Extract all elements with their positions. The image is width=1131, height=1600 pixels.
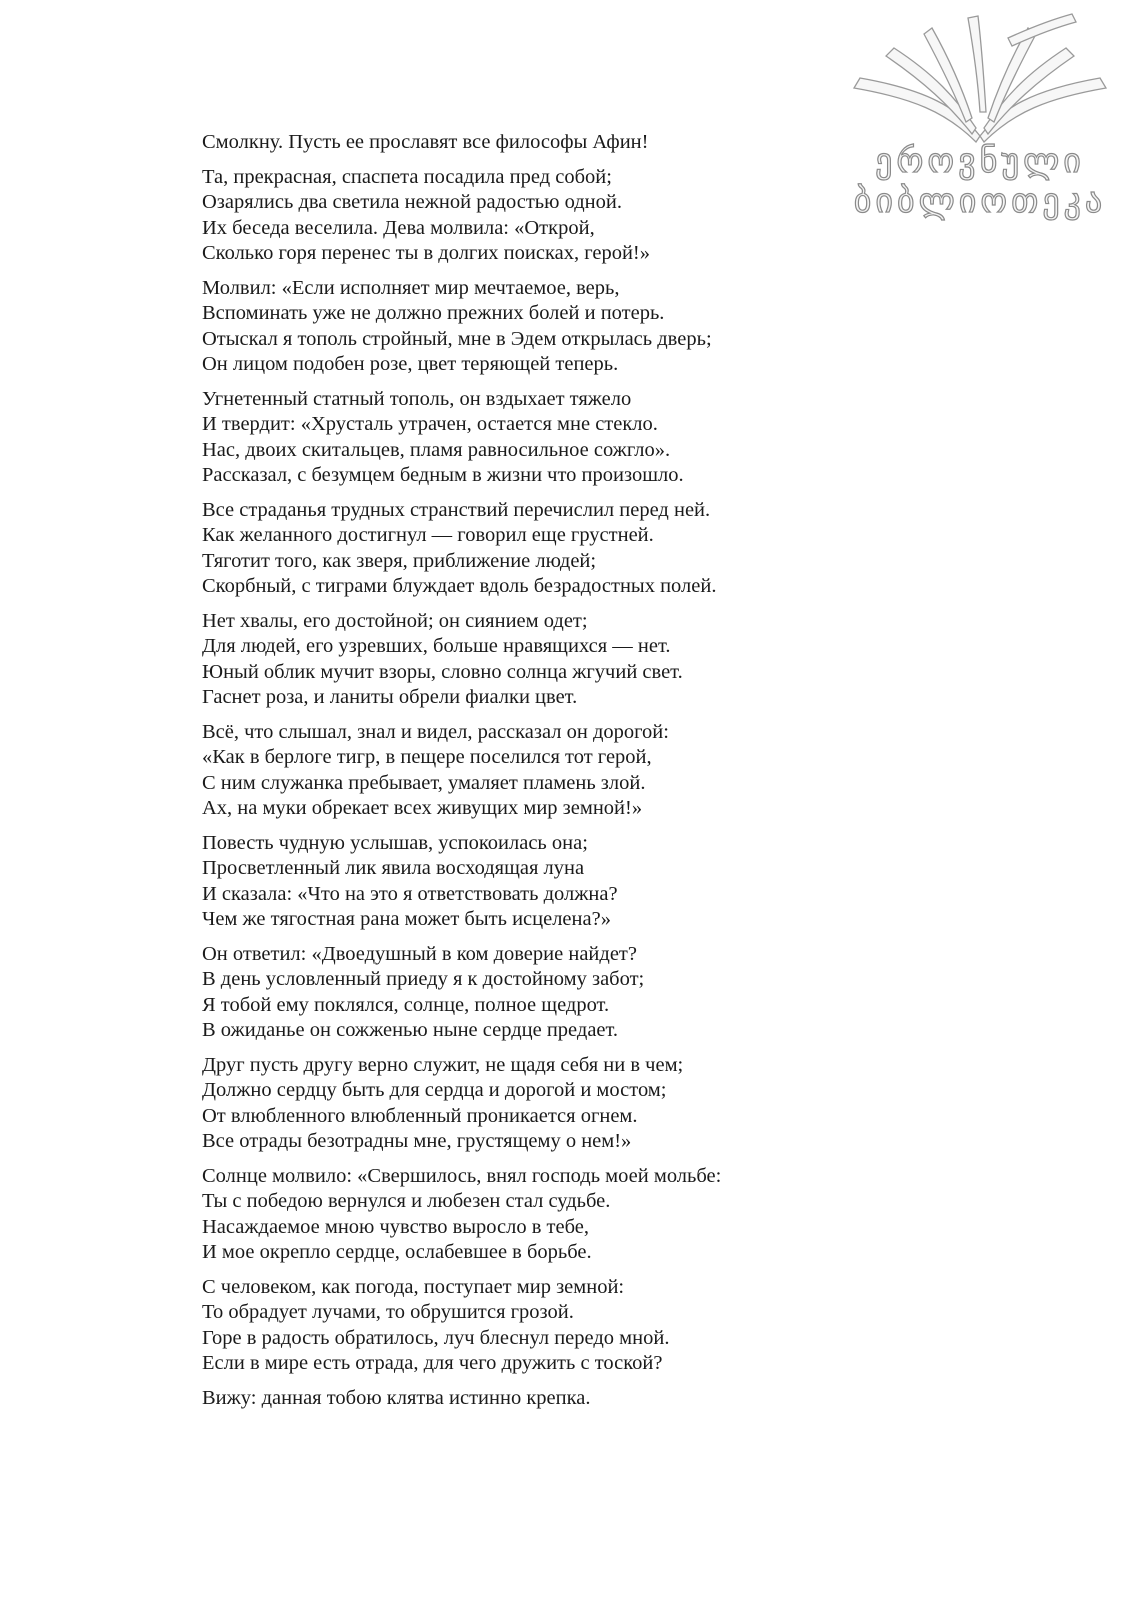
verse-line: Озарялись два светила нежной радостью одной. [202, 191, 622, 213]
verse-line: Гаснет роза, и ланиты обрели фиалки цвет. [202, 686, 578, 708]
book-rays-icon [840, 8, 1120, 143]
stanza [202, 165, 862, 267]
verse-line: Он ответил: «Двоедушный в ком доверие найдет? [202, 942, 637, 965]
verse-line: То обрадует лучами, то обрушится грозой. [202, 1301, 574, 1323]
verse-line: Как желанного достигнул — говорил еще грустней. [202, 524, 654, 546]
verse-line: Ты с победою вернулся и любезен стал судьбе. [202, 1190, 611, 1212]
verse-line: Должно сердцу быть для сердца и дорогой и мостом; [202, 1079, 667, 1101]
logo-text-line1: ეროვნული [875, 141, 1085, 181]
verse-line: Все отрады безотрадны мне, грустящему о нем!» [202, 1130, 632, 1152]
stanza [202, 130, 862, 156]
verse-line: Вспоминать уже не должно прежних болей и потерь. [202, 302, 665, 324]
verse-line: Их беседа веселила. Дева молвила: «Открой, [202, 216, 595, 239]
verse-line: Горе в радость обратилось, луч блеснул передо мной. [202, 1326, 670, 1349]
stanza [202, 1275, 862, 1377]
verse-line: Всё, что слышал, знал и видел, рассказал он дорогой: [202, 720, 669, 743]
verse-line: Для людей, его узревших, больше нравящихся — нет. [202, 635, 671, 657]
verse-line: Молвил: «Если исполняет мир мечтаемое, верь, [202, 276, 620, 299]
stanza [202, 1164, 862, 1266]
verse-line: Нас, двоих скитальцев, пламя равносильное сожгло». [202, 438, 671, 461]
verse-line: Вижу: данная тобою клятва истинно крепка. [202, 1386, 591, 1409]
verse-line: От влюбленного влюбленный проникается огнем. [202, 1104, 638, 1127]
verse-line: И мое окрепло сердце, ослабевшее в борьбе. [202, 1241, 592, 1263]
verse-line: Если в мире есть отрада, для чего дружить с тоской? [202, 1352, 663, 1374]
verse-line: «Как в берлоге тигр, в пещере поселился тот герой, [202, 746, 652, 768]
verse-line: Все страданья трудных странствий перечислил перед ней. [202, 498, 711, 521]
verse-line: Отыскал я тополь стройный, мне в Эдем открылась дверь; [202, 327, 712, 350]
verse-line: С человеком, как погода, поступает мир земной: [202, 1275, 625, 1298]
stanza [202, 276, 862, 378]
verse-line: В день условленный приеду я к достойному забот; [202, 968, 645, 990]
logo-text-line2: ბიბლიოთეკა [853, 181, 1107, 221]
verse-line: Чем же тягостная рана может быть исцелена?» [202, 908, 611, 930]
verse-line: Угнетенный статный тополь, он вздыхает тяжело [202, 387, 632, 410]
verse-line: Он лицом подобен розе, цвет теряющей теперь. [202, 353, 619, 375]
stanza [202, 387, 862, 489]
verse-line: Та, прекрасная, спаспета посадила пред собой; [202, 165, 612, 188]
verse-line: Тяготит того, как зверя, приближение людей; [202, 549, 597, 572]
verse-line: Сколько горя перенес ты в долгих поисках, герой!» [202, 242, 650, 264]
verse-line: Смолкну. Пусть ее прославят все философы Афин! [202, 131, 649, 153]
verse-line: Солнце молвило: «Свершилось, внял господь моей мольбе: [202, 1164, 722, 1187]
verse-line: Просветленный лик явила восходящая луна [202, 857, 585, 879]
verse-line: С ним служанка пребывает, умаляет пламень злой. [202, 771, 646, 794]
verse-line: Рассказал, с безумцем бедным в жизни что произошло. [202, 464, 684, 486]
stanza [202, 1053, 862, 1155]
verse-line: И сказала: «Что на это я ответствовать должна? [202, 882, 618, 905]
verse-line: Я тобой ему поклялся, солнце, полное щедрот. [202, 993, 610, 1016]
verse-line: Повесть чудную услышав, успокоилась она; [202, 831, 588, 854]
stanza [202, 609, 862, 711]
stanza [202, 942, 862, 1044]
verse-line: И твердит: «Хрусталь утрачен, остается мне стекло. [202, 413, 658, 435]
verse-line: Нет хвалы, его достойной; он сиянием одет; [202, 609, 588, 632]
verse-line: Скорбный, с тиграми блуждает вдоль безрадостных полей. [202, 575, 717, 597]
verse-line: Насаждаемое мною чувство выросло в тебе, [202, 1215, 589, 1238]
stanza [202, 831, 862, 933]
verse-line: Ах, на муки обрекает всех живущих мир земной!» [202, 797, 643, 819]
stanza [202, 1386, 862, 1412]
poem-text [202, 130, 862, 1420]
verse-line: Юный облик мучит взоры, словно солнца жгучий свет. [202, 660, 683, 683]
verse-line: Друг пусть другу верно служит, не щадя себя ни в чем; [202, 1053, 684, 1076]
stanza [202, 498, 862, 600]
library-logo [840, 8, 1120, 223]
stanza [202, 720, 862, 822]
verse-line: В ожиданье он сожженью ныне сердце предает. [202, 1019, 619, 1041]
